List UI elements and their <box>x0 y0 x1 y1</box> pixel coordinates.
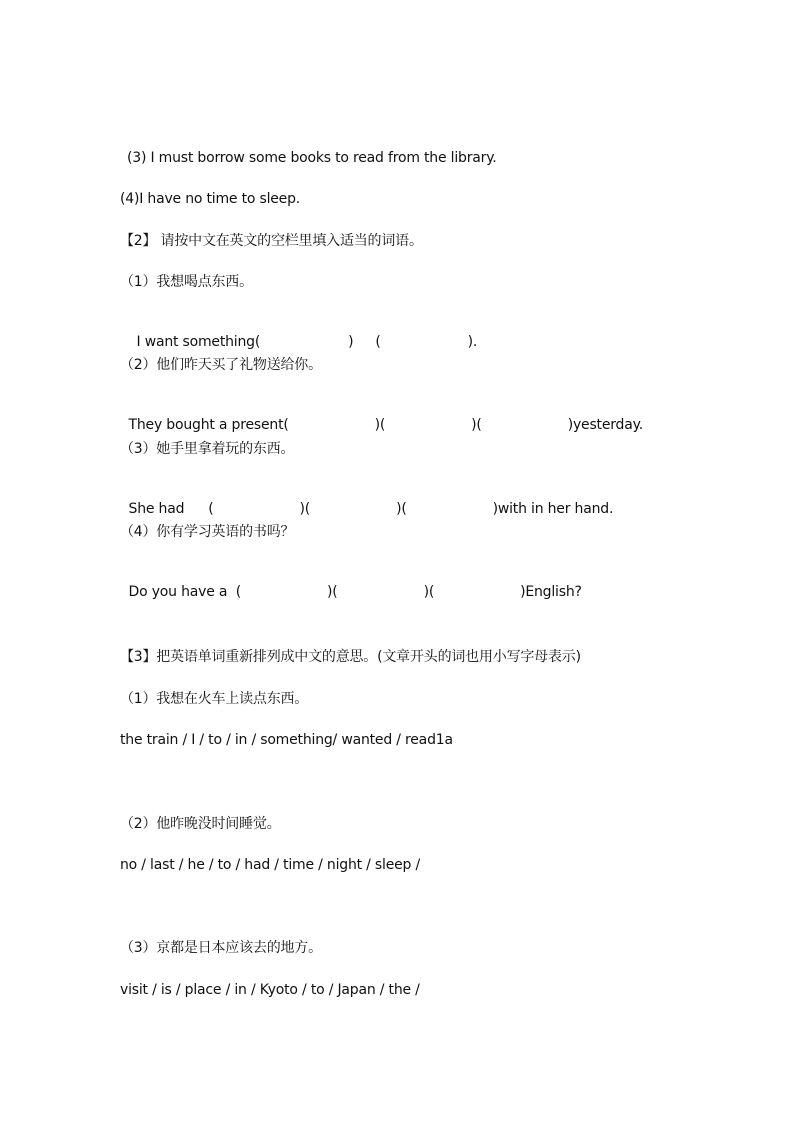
section-2-q2-english <box>120 398 643 434</box>
q1-text-a: I want something( <box>136 334 261 350</box>
q2-text-a: They bought a present( <box>128 417 289 433</box>
section-2-q2-chinese: （2）他们昨天买了礼物送给你。 <box>120 357 322 373</box>
item-4-sentence: (4)I have no time to sleep. <box>120 191 301 207</box>
q4-text-c: )( <box>423 584 435 600</box>
section-2-q1-english <box>128 315 477 351</box>
section-3-q3-words: visit / is / place / in / Kyoto / to / Japan / the / <box>120 982 420 998</box>
q2-text-c: )( <box>471 417 482 433</box>
q1-text-c: ( <box>375 334 381 350</box>
section-3-heading: 【3】把英语单词重新排列成中文的意思。(文章开头的词也用小写字母表示) <box>120 649 581 665</box>
q2-text-b: )( <box>374 417 386 433</box>
q3-text-b: ( <box>208 501 214 517</box>
section-3-q3-chinese: （3）京都是日本应该去的地方。 <box>120 940 322 956</box>
q3-text-a: She had <box>128 501 185 517</box>
item-3-sentence: (3) I must borrow some books to read from the library. <box>127 150 497 166</box>
q4-text-a: Do you have a ( <box>128 584 242 600</box>
section-2-q4-english <box>120 565 582 601</box>
section-3-q1-chinese: （1）我想在火车上读点东西。 <box>120 691 309 707</box>
q4-text-d: )English? <box>520 584 582 600</box>
q3-text-c: )( <box>299 501 311 517</box>
section-2-q3-english <box>120 482 613 518</box>
q2-text-d: )yesterday. <box>567 417 643 433</box>
q3-text-e: )with in her hand. <box>492 501 614 517</box>
section-2-q4-chinese: （4）你有学习英语的书吗？ <box>120 524 295 540</box>
section-2-heading: 【2】 请按中文在英文的空栏里填入适当的词语。 <box>120 233 423 249</box>
q1-text-b: ) <box>348 334 354 350</box>
section-2-q1-chinese: （1）我想喝点东西。 <box>120 274 253 290</box>
section-3-q2-chinese: （2）他昨晚没时间睡觉。 <box>120 816 281 832</box>
section-2-q3-chinese: （3）她手里拿着玩的东西。 <box>120 441 295 457</box>
section-3-q1-words: the train / I / to / in / something/ wanted / read1a <box>120 732 453 748</box>
q4-text-b: )( <box>327 584 338 600</box>
section-3-q2-words: no / last / he / to / had / time / night / sleep / <box>120 857 420 873</box>
q1-text-d: ). <box>467 334 478 350</box>
q3-text-d: )( <box>396 501 407 517</box>
